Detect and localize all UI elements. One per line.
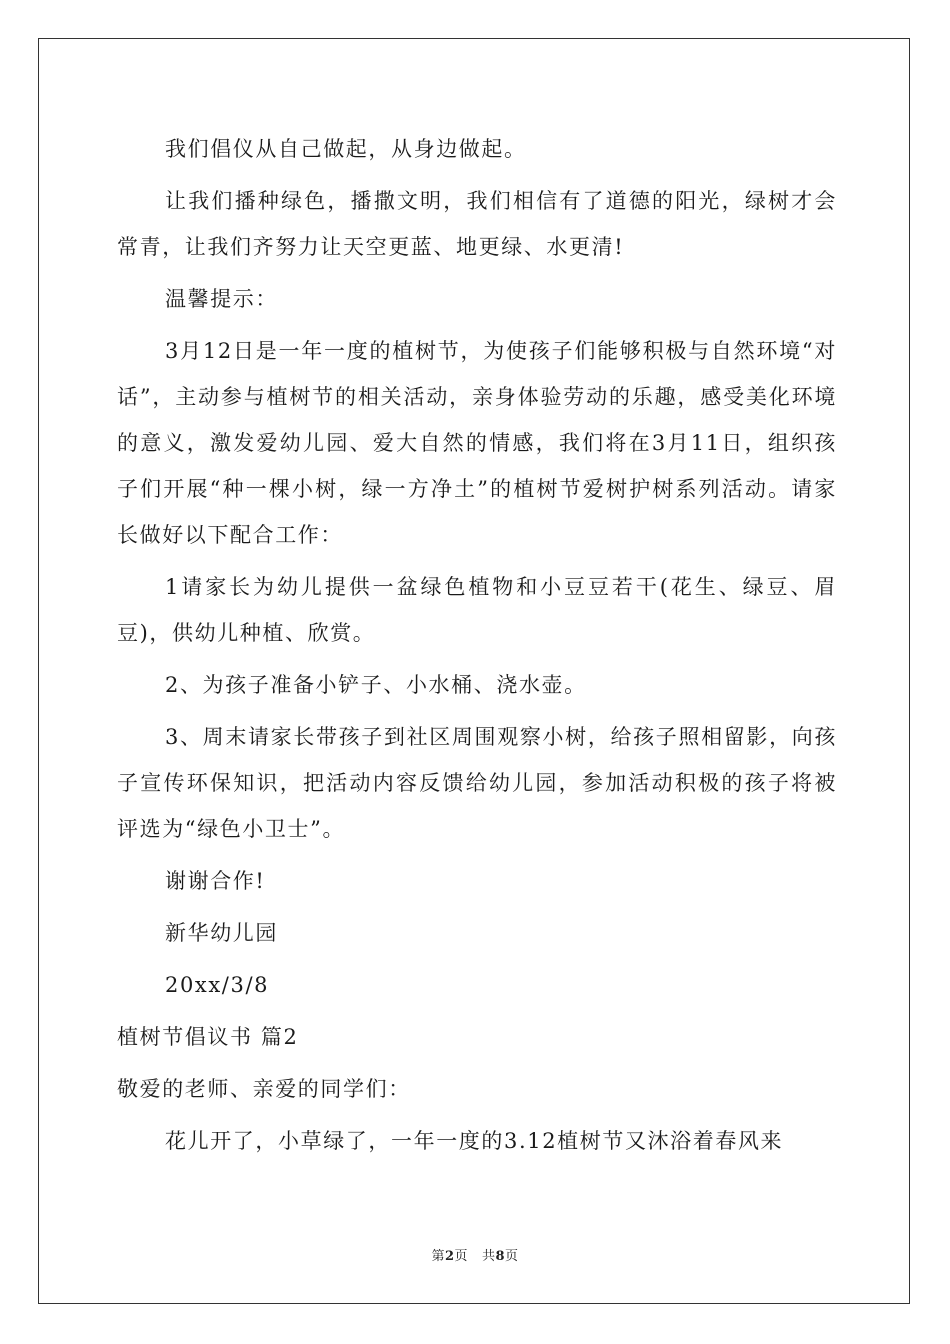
- paragraph-2: 让我们播种绿色，播撒文明，我们相信有了道德的阳光，绿树才会常青，让我们齐努力让天空更蓝、地更绿、水更清!: [117, 189, 837, 259]
- paragraph-4: 3月12日是一年一度的植树节，为使孩子们能够积极与自然环境“对话”，主动参与植树节的相关活动，亲身体验劳动的乐趣，感受美化环境的意义，激发爱幼儿园、爱大自然的情感，我们将在3月11日，组织孩子们开展“种一棵小树，绿一方净土”的植树节爱树护树系列活动。请家长做好以下配合工作：: [117, 339, 837, 547]
- footer-total-pages: 8: [495, 1249, 506, 1264]
- paragraph-5: 1请家长为幼儿提供一盆绿色植物和小豆豆若干(花生、绿豆、眉豆)，供幼儿种植、欣赏。: [117, 575, 837, 645]
- paragraph-9: 新华幼儿园: [165, 921, 278, 945]
- footer-total-prefix: 共: [481, 1249, 496, 1264]
- salutation: 敬爱的老师、亲爱的同学们：: [117, 1077, 411, 1101]
- paragraph-13: 花儿开了，小草绿了，一年一度的3.12植树节又沐浴着春风来: [165, 1129, 784, 1153]
- paragraph-7: 3、周末请家长带孩子到社区周围观察小树，给孩子照相留影，向孩子宣传环保知识，把活动内容反馈给幼儿园，参加活动积极的孩子将被评选为“绿色小卫士”。: [117, 725, 837, 841]
- section-heading: 植树节倡议书 篇2: [117, 1025, 299, 1049]
- paragraph-6: 2、为孩子准备小铲子、小水桶、浇水壶。: [165, 673, 587, 697]
- footer-total-suffix: 页: [505, 1249, 519, 1264]
- paragraph-8: 谢谢合作!: [165, 869, 266, 893]
- footer-page-number: 2: [444, 1249, 455, 1264]
- footer-page-suffix: 页: [454, 1249, 469, 1264]
- document-body: [117, 126, 837, 1170]
- paragraph-3: 温馨提示：: [165, 287, 278, 311]
- paragraph-1: 我们倡仪从自己做起，从身边做起。: [165, 137, 527, 161]
- paragraph-10: 20xx/3/8: [165, 973, 270, 997]
- footer-prefix: 第: [431, 1249, 445, 1264]
- page-footer: [0, 1245, 950, 1264]
